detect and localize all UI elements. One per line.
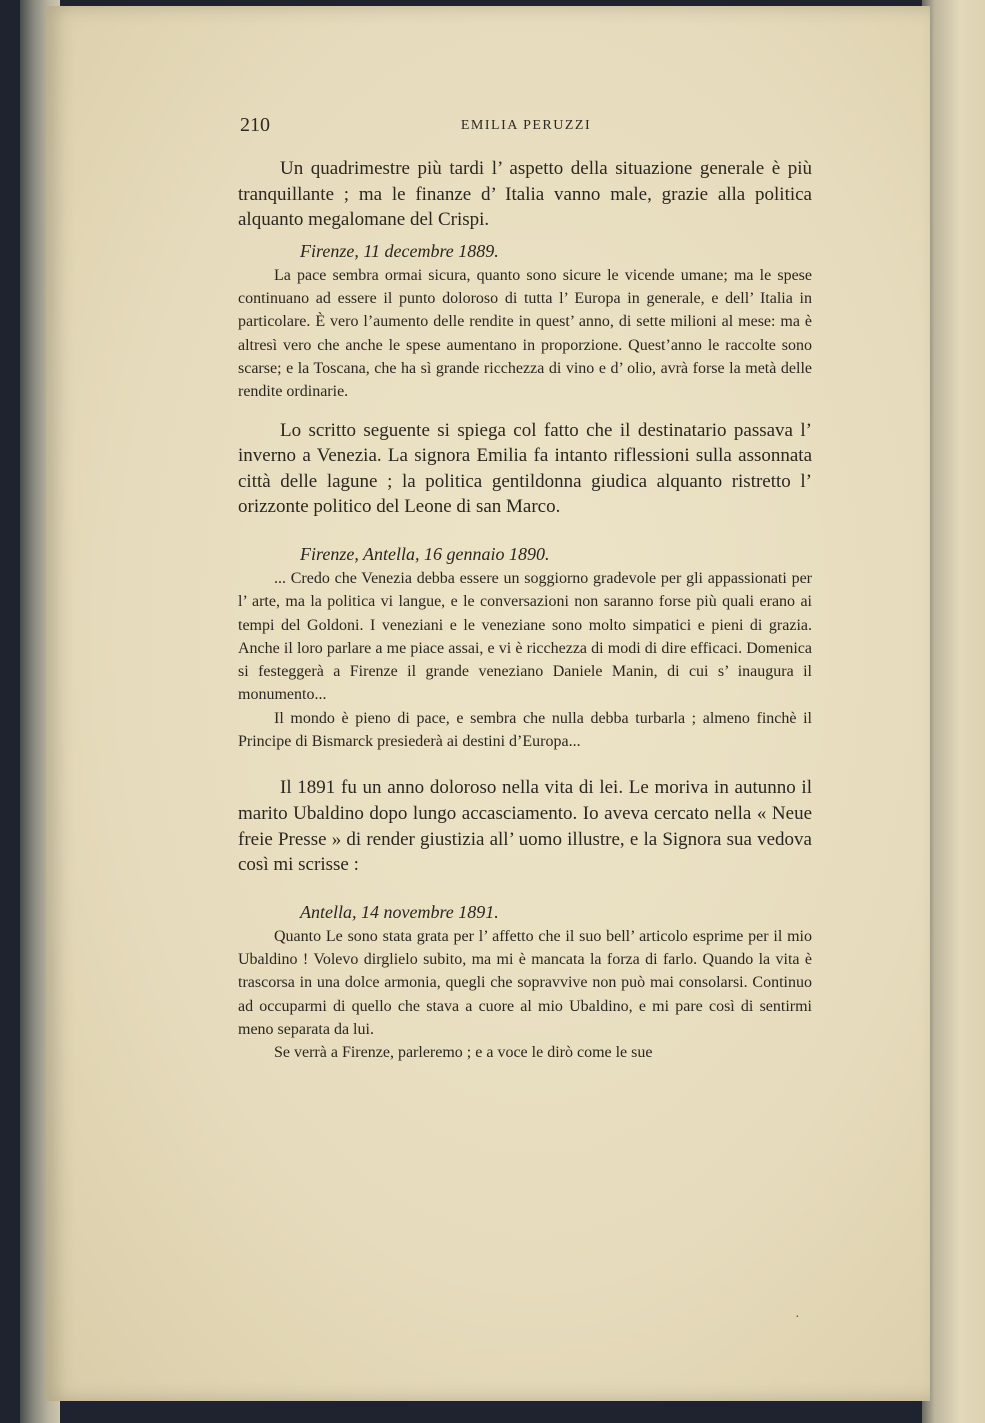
letter-text: Quanto Le sono stata grata per l’ affetto che il suo bell’ articolo esprime per il mio Ubaldino ! Volevo dirglielo subito, ma mi è mancata la forza di farlo. Quando la vita è trascorsa in una dolce armonia, quegli che sopravvive non può mai consolarsi. Continuo ad occuparmi di quello che stava a cuore al mio Ubaldino, e mi pare così di sentirmi meno separata da lui. [238, 927, 812, 1038]
letter-text: La pace sembra ormai sicura, quanto sono sicure le vicende umane; ma le spese continuano ad essere il punto doloroso di tutta l’ Europa in generale, e dell’ Italia in particolare. È vero l’aumento delle rendite in quest’ anno, di sette milioni al mese: ma è altresì vero che anche le spese aumentano in proporzione. Quest’anno le raccolte sono scarse; e la Toscana, che ha sì grande ricchezza di vino e d’ olio, avrà forse la metà delle rendite ordinarie. [238, 266, 812, 401]
letter-date: Firenze, Antella, 16 gennaio 1890. [300, 543, 550, 564]
page-body [238, 156, 812, 1064]
page-header [240, 114, 812, 140]
letter-date: Antella, 14 novembre 1891. [300, 901, 499, 922]
ink-mark: · [795, 1310, 800, 1325]
paragraph: Lo scritto seguente si spiega col fatto che il destinatario passava l’ inverno a Venezia. La signora Emilia fa intanto riflessioni sulla assonnata città delle lagune ; la politica gentildonna giudica alquanto ristretto l’ orizzonte politico del Leone di san Marco. [238, 419, 812, 518]
page-number: 210 [240, 114, 270, 136]
paragraph: Il 1891 fu un anno doloroso nella vita di lei. Le moriva in autunno il marito Ubaldino dopo lungo accasciamento. Io aveva cercato nella « Neue freie Presse » di render giustizia all’ uomo illustre, e la Signora sua vedova così mi scrisse : [238, 777, 812, 876]
letter-text: Se verrà a Firenze, parleremo ; e a voce le dirò come le sue [274, 1044, 653, 1062]
facing-page-edge [922, 0, 985, 1423]
letter-text: ... Credo che Venezia debba essere un soggiorno gradevole per gli appassionati per l’ arte, ma la politica vi langue, e le conversazioni non saranno forse più quali erano ai tempi del Goldoni. I veneziani e le veneziane sono molto simpatici e pieni di grazia. Anche il loro parlare a me piace assai, e vi è ricchezza di modi di dire efficaci. Domenica si festeggerà a Firenze il grande veneziano Daniele Manin, di cui s’ inaugura il monumento... [238, 569, 812, 704]
paragraph: Un quadrimestre più tardi l’ aspetto della situazione generale è più tranquillante ; ma le finanze d’ Italia vanno male, grazie alla politica alquanto megalomane del Crispi. [238, 158, 812, 231]
letter-text: Il mondo è pieno di pace, e sembra che nulla debba turbarla ; almeno finchè il Principe di Bismarck presiederà ai destini d’Europa... [238, 709, 812, 751]
running-title: EMILIA PERUZZI [460, 118, 592, 133]
letter-date: Firenze, 11 decembre 1889. [300, 240, 499, 261]
